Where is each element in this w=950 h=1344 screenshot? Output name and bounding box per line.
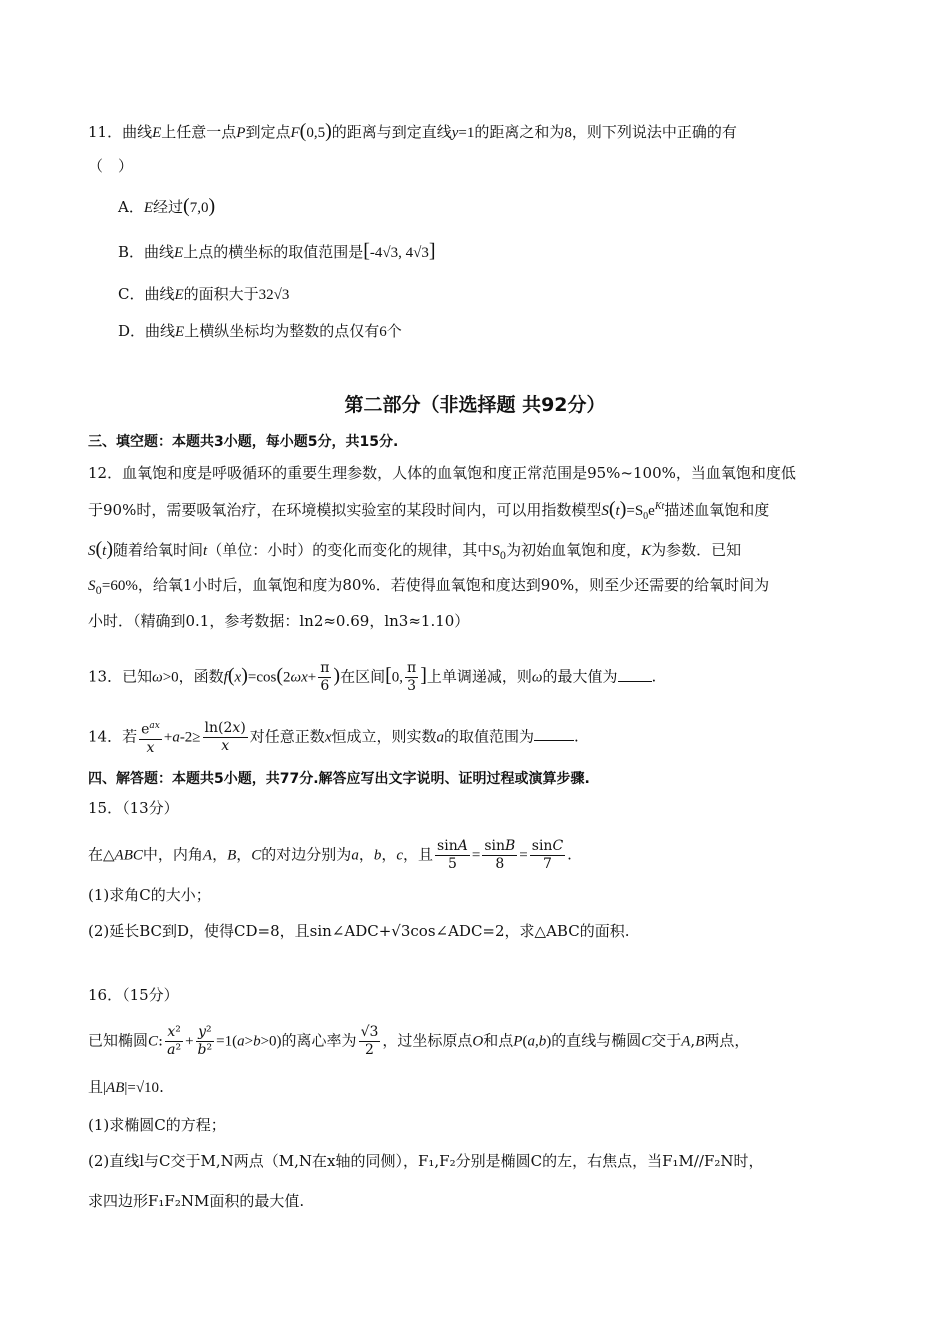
q15-head: 15．（13分） bbox=[88, 799, 179, 817]
q13: 13．已知ω>0，函数f(x)=cos(2ωx+ $\frac{\pi}{6}$ )在区间[0, $\frac{\pi}{3}$ ]上单调递减，则ω的最大值为 . bbox=[88, 660, 657, 694]
q11-option-d: D．曲线E上横纵坐标均为整数的点仅有6个 bbox=[118, 322, 402, 340]
q15-stem: 在△ABC中，内角A，B，C的对边分别为a，b，c，且 $\frac{\sin A}{5}$ = $\frac{\sin B}{8}$ = $\frac{\sin C}{7}$ . bbox=[88, 838, 572, 872]
q11-option-a: A．E经过(7,0) bbox=[118, 195, 216, 217]
q12-line4: $S_0=60\%$，给氧1小时后，血氧饱和度为80%．若使得血氧饱和度达到90%，则至少还需要的给氧时间为 bbox=[88, 576, 770, 597]
q11-option-b: B．曲线E上点的横坐标的取值范围是[-4√3, 4√3] bbox=[118, 240, 436, 262]
part2-title: 第二部分（非选择题 共92分） bbox=[344, 394, 606, 416]
q16-stem: 已知椭圆C: $\frac{\text{x²}}{\text{a²}}$ + $\frac{\text{y²}}{\text{b²}}$ =1(a>b>0)的离心率为 $\frac{√3}{2}$ ，过坐标原点O和点P(a,b)的直线与椭圆C交于A,B两点， bbox=[88, 1024, 750, 1058]
section-3-heading: 三、填空题：本题共3小题，每小题5分，共15分. bbox=[88, 434, 399, 450]
q11-stem: 11．曲线E上任意一点P到定点F(0,5)的距离与到定直线y=1的距离之和为8，则下列说法中正确的有 bbox=[88, 120, 737, 142]
q12-line5: 小时．（精确到0.1，参考数据：ln2≈0.69，ln3≈1.10） bbox=[88, 612, 470, 630]
q12-line3: S(t)随着给氧时间t（单位：小时）的变化而变化的规律，其中$S_0$为初始血氧饱和度，K为参数．已知 bbox=[88, 538, 742, 562]
q14: 14．若 $\frac{e^{ax}}{x}$ +a-2≥ $\frac{\ln(2x)}{x}$ 对任意正数x恒成立，则实数a的取值范围为 . bbox=[88, 719, 579, 756]
q12-line1: 12．血氧饱和度是呼吸循环的重要生理参数，人体的血氧饱和度正常范围是95%~100%，当血氧饱和度低 bbox=[88, 464, 796, 482]
q16-part2-cont: 求四边形F₁F₂NM面积的最大值. bbox=[88, 1192, 305, 1210]
q16-stem2: 且|AB|=√10. bbox=[88, 1078, 164, 1096]
q12-line2: 于90%时，需要吸氧治疗，在环境模拟实验室的某段时间内，可以用指数模型$S(t)=S_0e^{Kt}$描述血氧饱和度 bbox=[88, 498, 770, 522]
q15-part2: (2)延长BC到D，使得CD=8，且sin∠ADC+√3cos∠ADC=2，求△ABC的面积. bbox=[88, 922, 630, 940]
q11-option-c: C．曲线E的面积大于32√3 bbox=[118, 285, 290, 303]
q11-paren: （ ） bbox=[88, 157, 134, 175]
section-4-heading: 四、解答题：本题共5小题，共77分.解答应写出文字说明、证明过程或演算步骤. bbox=[88, 771, 590, 787]
q15-part1: (1)求角C的大小； bbox=[88, 886, 211, 904]
q16-part1: (1)求椭圆C的方程； bbox=[88, 1116, 226, 1134]
q16-part2: (2)直线l与C交于M,N两点（M,N在x轴的同侧），F₁,F₂分别是椭圆C的左，右焦点，当F₁M//F₂N时， bbox=[88, 1152, 764, 1170]
q16-head: 16．（15分） bbox=[88, 986, 179, 1004]
